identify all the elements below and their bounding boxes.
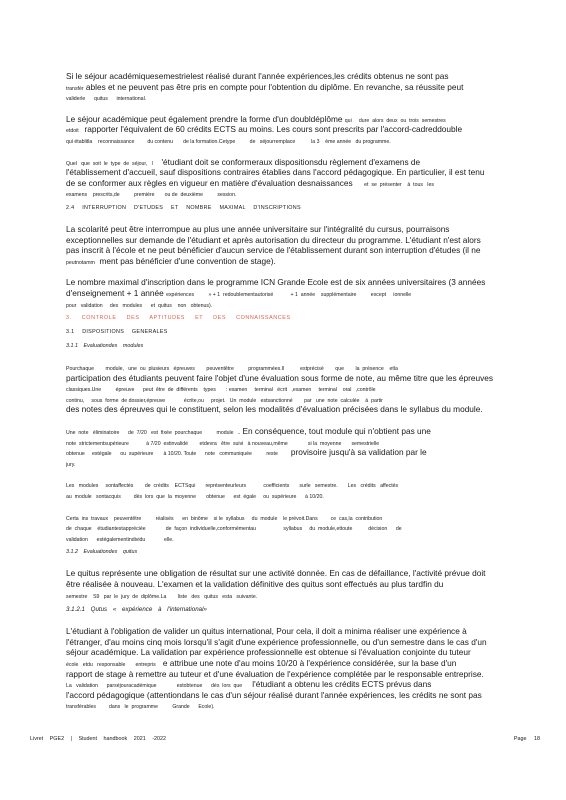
paragraph xyxy=(66,421,506,468)
text-run: classiques.Une épreuve peut être de différents types : examen terminal écrit ,examen terminal oral ,contrôle xyxy=(66,387,376,394)
text-line xyxy=(66,152,506,167)
section-heading: 2.4 INTERRUPTION D'ETUDES ET NOMBRE MAXIMAL D'INSCRIPTIONS xyxy=(66,204,301,211)
text-line xyxy=(66,272,506,288)
text-run: validation estégalementindividu elle. xyxy=(66,536,174,543)
text-run: de se conformer aux règles en vigueur en matière d'évaluation desnaissances xyxy=(66,177,353,188)
text-run: validerle quitus international. xyxy=(66,96,147,103)
text-line xyxy=(66,162,506,178)
text-line xyxy=(66,517,506,533)
spacer xyxy=(66,463,506,474)
text-line xyxy=(66,109,506,124)
text-run: l'établissement d'accueil, sauf dispositions contraires établies dans l'accord pédagogique. En particulier, il est tenu xyxy=(66,167,485,178)
text-run: ment pas bénéficier d'une convention de stage). xyxy=(94,255,276,266)
paragraph xyxy=(66,621,506,711)
text-run: être réalisée à nouveau. L'examen et la validation définitive des quitus sont effectués au plus tardfin du xyxy=(66,579,444,589)
section-heading: 3.1.2 Evaluationdes quitus xyxy=(66,549,138,556)
text-run: examens prescrits,de première ou de deuxième session. xyxy=(66,192,237,199)
paragraph xyxy=(66,219,506,266)
text-line xyxy=(66,685,506,700)
text-line xyxy=(66,642,506,658)
text-run: séjour académique. La validation par expérience professionnelle est obtenue si l'évaluation conjointe du tuteur xyxy=(66,647,471,658)
text-run: jury. xyxy=(66,461,76,468)
paragraph xyxy=(66,474,506,501)
spacer xyxy=(66,613,506,621)
text-run: obtenue estégale ou supérieure à 10/20. Toute note communiquée reste xyxy=(66,451,291,458)
text-run: Si le séjour académiquesemestrielest réalisé durant l'année expériences,les crédits obtenus ne sont pas xyxy=(66,71,449,81)
text-run: l'étranger, d'au moins cinq mois lorsqu'il s'agit d'une expérience professionnelle, ou d'un semestre dans le cas d'un xyxy=(66,636,487,647)
paragraph xyxy=(66,152,506,199)
spacer xyxy=(66,211,506,219)
text-run: continu, sous forme de dossier,épreuve écrite,ou projet. Un module estsanctionné par une note calculée à partir xyxy=(66,397,383,404)
text-run: participation des étudiants peuvent faire l'objet d'une évaluation sous forme de note, au même titre que les épreuves xyxy=(66,372,494,383)
text-run: . En conséquence, tout module qui n'obtient pas une xyxy=(237,426,431,437)
text-run: Les modules sontaffectés de crédits ECTSqui représenteurleurs coefficients surle semestre. Les crédits affectés xyxy=(66,483,399,490)
text-run: Quel que soit le type de séjour, l xyxy=(66,160,162,167)
text-line xyxy=(66,399,506,415)
text-line xyxy=(66,485,506,501)
spacer xyxy=(66,555,506,563)
text-run: L'étudiant à l'obligation de valider un quitus international, Pour cela, il doit a minima réaliser une expérience à xyxy=(66,626,467,637)
text-line xyxy=(66,368,506,383)
text-run: l'accord pédagogique (attentiondans le cas d'un séjour réalisé durant l'année expériences, les crédits ne sont pas xyxy=(66,689,482,700)
text-line xyxy=(66,474,506,490)
text-run: Le nombre maximal d'inscription dans le programme ICN Grande Ecole est de six années universitaires (3 années xyxy=(66,277,486,288)
text-run: qui dure alors deux ou trois semestres xyxy=(344,117,446,124)
text-line xyxy=(66,507,506,522)
text-run: semestre S9 par le jury de diplôme.La liste des quitus esta suivante. xyxy=(66,593,258,600)
text-run: de chaque étudiantestappréciée de façon individuelle,conformémentau syllabus du module,ettoute décision de xyxy=(66,526,402,533)
text-line xyxy=(66,357,506,373)
paragraph xyxy=(66,357,506,415)
text-run: Le quitus représente une obligation de résultat sur une activité donnée. En cas de défaillance, l'activité prévue doit xyxy=(66,568,486,579)
paragraph xyxy=(66,272,506,309)
paragraph xyxy=(66,66,506,103)
text-line xyxy=(66,563,506,579)
text-line xyxy=(66,632,506,647)
paragraph xyxy=(66,109,506,145)
text-run: La validation parséjouracadémique estobtenue dès lors que xyxy=(66,683,253,690)
paragraph xyxy=(66,507,506,543)
footer-title: Livret PGE2 | Student handbook 2021 -2022 xyxy=(30,736,166,742)
text-run: transfér xyxy=(66,85,84,92)
text-run: provisoire jusqu'à sa validation par le xyxy=(290,447,427,458)
text-line xyxy=(66,442,506,458)
text-run: etdoit xyxy=(66,128,85,135)
text-run: l'étudiant a obtenu les crédits ECTS prévus dans xyxy=(252,679,432,690)
text-line xyxy=(66,432,506,447)
page-body xyxy=(66,66,506,711)
text-run: La scolarité peut être interrompue au plus une année universitaire sur l'intégralité du cursus, pourraisons xyxy=(66,223,450,234)
section-heading: 3.1.2.1 Qutus « expérience à l'international» xyxy=(66,606,207,614)
text-run: rapporter l'équivalent de 60 crédits ECTS au moins. Les cours sont prescrits par l'accord-cadreddouble xyxy=(84,124,463,135)
section-heading: 3.1.1 Evaluationdes modules xyxy=(66,343,144,350)
spacer xyxy=(66,349,506,357)
text-run: qui établitla reconnaissance du contenu de la formation.Cetype de séjourremplace la 3 ème année du programme. xyxy=(66,138,391,145)
text-line xyxy=(66,240,506,256)
text-run: note strictementsupérieure à 7/20 estinvalidé etdevra être suivi à nouveau,même si la moyenne semestrielle xyxy=(66,440,380,447)
text-run: école etdu responsable entrepris xyxy=(66,661,163,668)
text-run: exceptionnelles sur demande de l'étudiant et après autorisation du directeur du programme. L'étudiant n'est alors xyxy=(66,234,481,245)
text-line xyxy=(66,421,506,437)
text-run: pour validation des modules et quitus non obtenus). xyxy=(66,302,213,309)
text-run: Pourchaque module, une ou plusieurs épreuves peuventêtre programmées.Il estprécisé que la présence etla xyxy=(66,366,398,373)
text-run: ables et ne peuvent pas être pris en compte pour l'obtention du diplôme. En revanche, sa réussite peut xyxy=(83,81,464,92)
text-run: Certa ins travaux peuventêtre réalisés en binôme si le syllabus du module le prévoit.Dans ce cas,la contribution xyxy=(66,515,383,522)
page-number: Page 18 xyxy=(513,736,540,742)
spacer xyxy=(66,321,506,329)
text-run: au module sontacquis dès lors que la moyenne obtenue est égale ou supérieure à 10/20. xyxy=(66,494,324,501)
spacer xyxy=(66,335,506,343)
text-line xyxy=(66,230,506,245)
text-run: transférables dans le programme Grande Ecole). xyxy=(66,704,215,711)
text-run: 'étudiant doit se conformeraux dispositionsdu règlement d'examens de xyxy=(161,156,421,167)
text-line xyxy=(66,621,506,637)
text-run: rapport de stage à remettre au tuteur et d'une évaluation de l'expérience complétée par le responsable entreprise. xyxy=(66,668,484,679)
section-heading: 3.1 DISPOSITIONS GENERALES xyxy=(66,329,168,336)
text-run: pas inscrit à l'école et ne peut bénéficier d'aucun service de l'établissement durant son interruption d'études (il ne xyxy=(66,245,481,256)
text-line xyxy=(66,77,506,92)
text-line xyxy=(66,389,506,404)
text-run: expériences » + 1 redoublementautorisé + 1 année supplémentaire except ionnelle xyxy=(166,291,412,298)
text-run: peutnotamm xyxy=(66,259,95,266)
text-run: Une note éliminatoire de 7/20 est fixée pourchaque module xyxy=(66,430,238,437)
text-run: e attribue une note d'au moins 10/20 à l'expérience considérée, sur la base d'un xyxy=(162,657,457,668)
text-run: des notes des épreuves qui le constituent, selon les modalités d'évaluation précisées dans le syllabus du module. xyxy=(66,404,483,415)
text-line xyxy=(66,119,506,135)
section-heading: 3. CONTROLE DES APTITUDES ET DES CONNAISSANCES xyxy=(66,315,291,322)
paragraph xyxy=(66,563,506,600)
text-run: Le séjour académique peut également prendre la forme d'un doubldéplôme xyxy=(66,113,345,124)
text-line xyxy=(66,66,506,81)
text-line xyxy=(66,653,506,668)
text-line xyxy=(66,574,506,589)
text-run: et se présenter à tous les xyxy=(352,181,434,188)
text-run: d'enseignement + 1 année xyxy=(66,287,167,298)
text-line xyxy=(66,219,506,234)
